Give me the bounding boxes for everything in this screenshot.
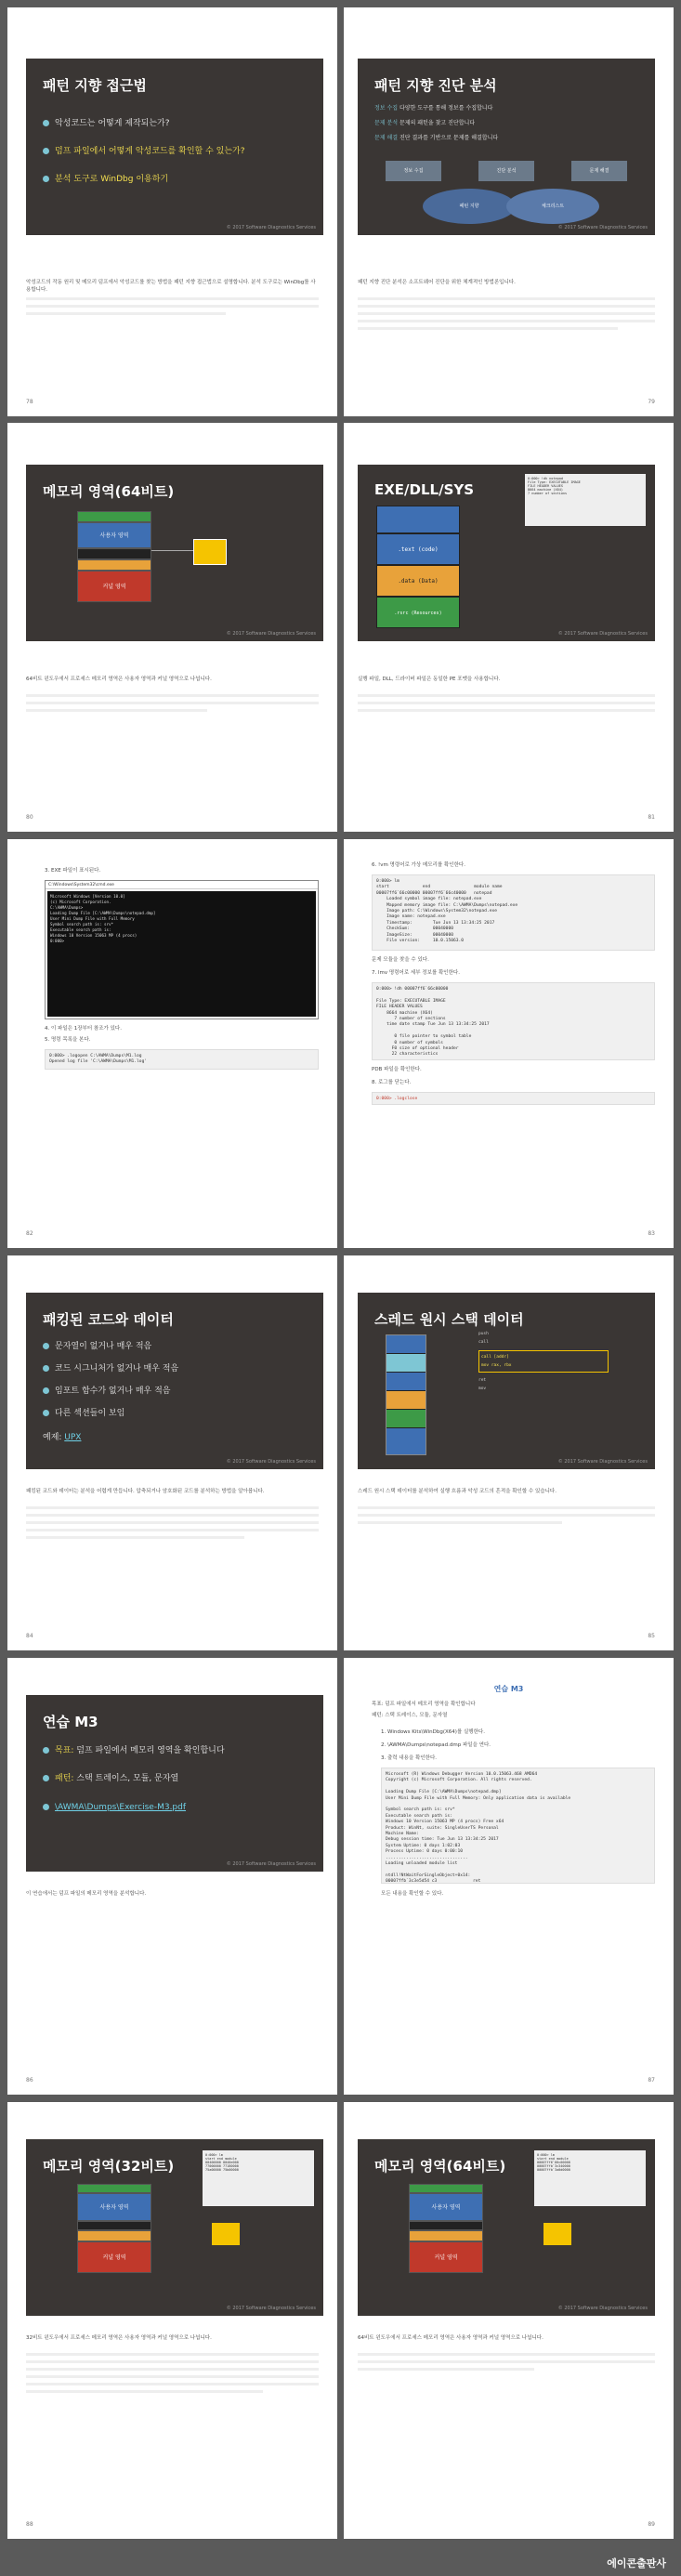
bullet: 악성코드는 어떻게 제작되는가? — [43, 116, 170, 128]
copyright: © 2017 Software Diagnostics Services — [226, 2306, 316, 2311]
page-81 — [344, 423, 674, 832]
bullet: 패턴: 스택 트레이스, 모듈, 문자열 — [43, 1771, 303, 1783]
slide — [26, 1695, 323, 1872]
code-block: 0:000> lm start end module name 00007ff6`66c00000 00007ff6`66c40000 notepad Loaded symbol image file: notepad.exe Mapped memory image file: C:\AWMA\Dumps\notepad.exe Image path: C:\Windows\System32\notepad.exe Image name: notepad.exe Timestamp: Tue Jun 13 13:34:25 2017 CheckSum: 00040000 ImageSize: 00040000 File version: 10.0.15063.0 — [372, 874, 655, 951]
slide-title: 패킹된 코드와 데이터 — [43, 1311, 174, 1328]
pe-section-rsrc: .rsrc (Resources) — [376, 597, 460, 628]
exercise-link[interactable]: \AWMA\Dumps\Exercise-M3.pdf — [55, 1803, 187, 1812]
goal-text: 목표: 덤프 파일에서 메모리 영역을 확인합니다 — [372, 1702, 476, 1707]
text-line — [26, 2390, 263, 2393]
memory-block — [77, 559, 151, 571]
window-titlebar: C:\Windows\System32\cmd.exe — [46, 881, 318, 889]
callout-box — [543, 2223, 571, 2245]
stack-cell — [386, 1354, 426, 1373]
memory-block — [409, 2221, 483, 2230]
slide-title: 패턴 지향 접근법 — [43, 77, 147, 94]
page-number: 84 — [26, 1633, 33, 1639]
memory-block — [77, 2230, 151, 2241]
slide — [358, 465, 655, 641]
body-text: 64비트 윈도우에서 프로세스 메모리 영역은 사용자 영역과 커널 영역으로 나뉩니다. — [358, 2335, 543, 2341]
memory-block-kernel: 커널 영역 — [409, 2241, 483, 2273]
text-line — [358, 709, 655, 712]
stack-cell — [386, 1428, 426, 1454]
bullet: 덤프 파일에서 어떻게 악성코드를 확인할 수 있는가? — [43, 144, 245, 156]
exercise-title: 연습 M3 — [493, 1685, 524, 1693]
step-text: 3. EXE 파일이 표시된다. — [45, 868, 101, 874]
memory-block-user: 사용자 영역 — [409, 2193, 483, 2221]
terminal-output: Microsoft Windows [Version 10.0] (c) Microsoft Corporation. C:\AWMA\Dumps> Loading Dump File [C:\AWMA\Dumps\notepad.dmp] User Mini Dump File with Full Memory Symbol search path is: srv* Executable search path is: Windows 10 Version 15063 MP (4 procs) 0:000> — [47, 891, 316, 1017]
body-text: 32비트 윈도우에서 프로세스 메모리 영역은 사용자 영역과 커널 영역으로 나뉩니다. — [26, 2335, 212, 2341]
slide — [358, 1293, 655, 1469]
bullet — [43, 1803, 186, 1812]
slide — [26, 59, 323, 235]
bullet: 문자열이 없거나 매우 적음 — [43, 1339, 151, 1351]
text-line — [358, 327, 618, 330]
copyright: © 2017 Software Diagnostics Services — [226, 631, 316, 637]
terminal-snippet: 0:000> !dh notepad File Type: EXECUTABLE IMAGE FILE HEADER VALUES 8664 machine (X64) 7 number of sections — [525, 474, 646, 526]
publisher-logo: 에이콘출판사 — [607, 2557, 666, 2569]
diagram-box: 진단 분석 — [478, 161, 534, 181]
text-line — [358, 694, 655, 697]
stack-cell — [386, 1391, 426, 1410]
stack-cell — [386, 1373, 426, 1391]
slide-title: 메모리 영역(64비트) — [43, 483, 175, 500]
page-number: 86 — [26, 2077, 33, 2083]
code-block: 0:000> !dh 00007ff6`66c00000 File Type: EXECUTABLE IMAGE FILE HEADER VALUES 8664 machine (X64) 7 number of sections time date stamp Tue Jun 13 13:34:25 2017 0 file pointer to symbol table 0 number of symbols F0 size of optional header 22 characteristics — [372, 982, 655, 1060]
text-line — [26, 1521, 319, 1524]
stack-cell — [386, 1410, 426, 1428]
text-line — [26, 694, 319, 697]
step-text: 3. 출력 내용을 확인한다. — [381, 1755, 438, 1761]
page-number: 81 — [648, 814, 655, 821]
step-text: 6. !vm 명령어로 가상 메모리를 확인한다. — [372, 862, 465, 868]
slide-title: 스레드 원시 스택 데이터 — [374, 1311, 524, 1328]
page-number: 82 — [26, 1230, 33, 1237]
page-89 — [344, 2102, 674, 2539]
step-text: 2. \AWMA\Dumps\notepad.dmp 파일을 연다. — [381, 1742, 491, 1748]
slide — [358, 2139, 655, 2316]
memory-block — [409, 2230, 483, 2241]
copyright: © 2017 Software Diagnostics Services — [557, 225, 648, 230]
page-86 — [7, 1658, 337, 2095]
callout-line — [151, 550, 193, 551]
page-84 — [7, 1255, 337, 1650]
note-text: PDB 파일을 확인한다. — [372, 1067, 422, 1072]
text-line — [26, 2375, 319, 2378]
copyright: © 2017 Software Diagnostics Services — [557, 631, 648, 637]
text-line — [358, 2360, 655, 2363]
slide-title: 연습 M3 — [43, 1714, 98, 1730]
bullet: 코드 시그니처가 없거나 매우 적음 — [43, 1361, 178, 1373]
note-text: 모든 내용을 확인할 수 있다. — [381, 1891, 444, 1897]
body-text: 실행 파일, DLL, 드라이버 파일은 동일한 PE 포맷을 사용합니다. — [358, 677, 501, 682]
memory-block-user: 사용자 영역 — [77, 2193, 151, 2221]
body-text: 패턴 지향 진단 분석은 소프트웨어 진단을 위한 체계적인 방법론입니다. — [358, 280, 516, 285]
bullet: 임포트 함수가 없거나 매우 적음 — [43, 1384, 170, 1396]
text-line — [358, 1514, 655, 1517]
item: 문제 해결 진단 결과를 기반으로 문제를 해결합니다 — [374, 135, 499, 141]
page-82 — [7, 839, 337, 1248]
memory-block — [77, 548, 151, 559]
page-number: 78 — [26, 399, 33, 405]
diagram-ellipse: 체크리스트 — [506, 189, 599, 224]
text-line — [358, 312, 655, 315]
pe-header-block — [376, 506, 460, 533]
diagram-ellipse: 패턴 지향 — [423, 189, 516, 224]
body-text: 이 연습에서는 덤프 파일의 메모리 영역을 분석합니다. — [26, 1891, 147, 1897]
body-text: 64비트 윈도우에서 프로세스 메모리 영역은 사용자 영역과 커널 영역으로 나뉩니다. — [26, 677, 212, 682]
note-text: 문제 모듈을 찾을 수 있다. — [372, 957, 429, 963]
bullet: 분석 도구로 WinDbg 이용하기 — [43, 172, 168, 184]
stack-cell — [386, 1335, 426, 1354]
text-line — [26, 1514, 319, 1517]
pattern-text: 패턴: 스택 트레이스, 모듈, 문자열 — [372, 1713, 448, 1718]
pe-section-data: .data (Data) — [376, 565, 460, 597]
page-88 — [7, 2102, 337, 2539]
code-block: Microsoft (R) Windows Debugger Version 10.0.15063.468 AMD64 Copyright (c) Microsoft Corporation. All rights reserved. Loading Dump File [C:\AWMA\Dumps\notepad.dmp] User Mini Dump File with Full Memory: Only application data is available Symbol search path is: srv* Executable search path is: Windows 10 Version 15063 MP (4 procs) Free x64 Product: WinNt, suite: SingleUserTS Personal Machine Name: Debug session time: Tue Jun 13 13:34:25 2017 System Uptime: 0 days 1:02:03 Process Uptime: 0 days 0:00:10 ................................ Loading unloaded module list ntdll!NtWaitForSingleObject+0x14: 00007ffb`3c3e5d54 c3 ret — [381, 1768, 655, 1884]
text-line — [358, 1506, 655, 1509]
page-number: 80 — [26, 814, 33, 821]
text-line — [26, 297, 319, 300]
memory-block — [77, 511, 151, 522]
text-line — [26, 1536, 244, 1539]
memory-block — [409, 2184, 483, 2193]
page-80 — [7, 423, 337, 832]
page-number: 88 — [26, 2521, 33, 2528]
copyright: © 2017 Software Diagnostics Services — [226, 225, 316, 230]
text-line — [358, 305, 655, 308]
step-text: 7. lmv 명령어로 세부 정보를 확인한다. — [372, 970, 460, 976]
text-line — [358, 1521, 562, 1524]
step-text: 1. Windows Kits\WinDbg(X64)를 실행한다. — [381, 1729, 485, 1735]
windbg-window — [45, 880, 319, 1019]
bullet: 목표: 덤프 파일에서 메모리 영역을 확인합니다 — [43, 1743, 303, 1755]
memory-block — [77, 2221, 151, 2230]
page-83 — [344, 839, 674, 1248]
terminal-snippet: 0:000> lm start end module 00400000 0040e000 77000000 77180000 75a00000 75b00000 — [203, 2150, 314, 2206]
code-block: 0:000> .logclose — [372, 1092, 655, 1105]
copyright: © 2017 Software Diagnostics Services — [226, 1459, 316, 1465]
step-text: 8. 로그를 닫는다. — [372, 1080, 412, 1085]
page-85 — [344, 1255, 674, 1650]
text-line — [26, 709, 207, 712]
body-text: 악성코드의 작동 원리 및 메모리 덤프에서 악성코드를 찾는 방법을 패턴 지향 접근법으로 설명합니다. 분석 도구로는 WinDbg를 사용합니다. — [26, 280, 316, 293]
code-view: push call call [addr] mov rax, rbx ret mov — [478, 1330, 609, 1460]
memory-block — [77, 2184, 151, 2193]
highlight-box: call [addr] mov rax, rbx — [478, 1350, 609, 1373]
text-line — [26, 2360, 319, 2363]
example: 예제: UPX — [43, 1433, 82, 1442]
text-line — [358, 702, 655, 704]
page-number: 83 — [648, 1230, 655, 1237]
copyright: © 2017 Software Diagnostics Services — [226, 1861, 316, 1867]
memory-block-kernel: 커널 영역 — [77, 2241, 151, 2273]
step-text: 4. 이 파일은 1장부터 참조가 있다. — [45, 1026, 122, 1032]
text-line — [26, 2383, 319, 2385]
item: 정보 수집 다양한 도구를 통해 정보를 수집합니다 — [374, 105, 493, 112]
item: 문제 분석 문제의 패턴을 찾고 진단합니다 — [374, 120, 476, 126]
text-line — [26, 1529, 319, 1531]
text-line — [358, 320, 655, 322]
diagram-box: 정보 수집 — [386, 161, 441, 181]
upx-link[interactable]: UPX — [64, 1433, 82, 1442]
callout-box — [212, 2223, 240, 2245]
bullet: 다른 섹션들이 보임 — [43, 1406, 124, 1418]
code-block: 0:000> .logopen C:\AWMA\Dumps\M1.log Opened log file 'C:\AWMA\Dumps\M1.log' — [45, 1049, 319, 1070]
slide-title: 메모리 영역(64비트) — [374, 2158, 506, 2175]
page-87 — [344, 1658, 674, 2095]
text-line — [26, 1506, 319, 1509]
copyright: © 2017 Software Diagnostics Services — [557, 1459, 648, 1465]
slide — [26, 1293, 323, 1469]
page-number: 89 — [648, 2521, 655, 2528]
pe-section-text: .text (code) — [376, 533, 460, 565]
body-text: 스레드 원시 스택 데이터를 분석하여 실행 흐름과 악성 코드의 흔적을 확인할 수 있습니다. — [358, 1489, 557, 1494]
slide — [26, 465, 323, 641]
step-text: 5. 명령 목록을 본다. — [45, 1037, 91, 1043]
text-line — [26, 305, 319, 308]
text-line — [358, 2353, 655, 2356]
diagram-box: 문제 해결 — [571, 161, 627, 181]
page-78 — [7, 7, 337, 416]
slide-title: 메모리 영역(32비트) — [43, 2158, 175, 2175]
page-number: 85 — [648, 1633, 655, 1639]
slide-title: EXE/DLL/SYS — [374, 481, 475, 498]
page-79 — [344, 7, 674, 416]
text-line — [26, 312, 226, 315]
stack-column — [386, 1334, 426, 1455]
page-number: 87 — [648, 2077, 655, 2083]
slide-title: 패턴 지향 진단 분석 — [374, 77, 497, 94]
slide — [26, 2139, 323, 2316]
memory-block-user: 사용자 영역 — [77, 522, 151, 548]
text-line — [26, 2353, 319, 2356]
memory-block-kernel: 커널 영역 — [77, 571, 151, 602]
page-number: 79 — [648, 399, 655, 405]
body-text: 패킹된 코드와 데이터는 분석을 어렵게 만듭니다. 압축되거나 암호화된 코드를 분석하는 방법을 알아봅니다. — [26, 1489, 265, 1494]
terminal-snippet: 0:000> lm start end module 00007ff6`66c00000 00007ffb`3c340000 00007ffb`3a0d0000 — [534, 2150, 646, 2206]
text-line — [26, 702, 319, 704]
copyright: © 2017 Software Diagnostics Services — [557, 2306, 648, 2311]
callout-box — [193, 539, 227, 565]
slide — [358, 59, 655, 235]
text-line — [26, 2368, 319, 2371]
text-line — [358, 297, 655, 300]
text-line — [358, 2368, 534, 2371]
